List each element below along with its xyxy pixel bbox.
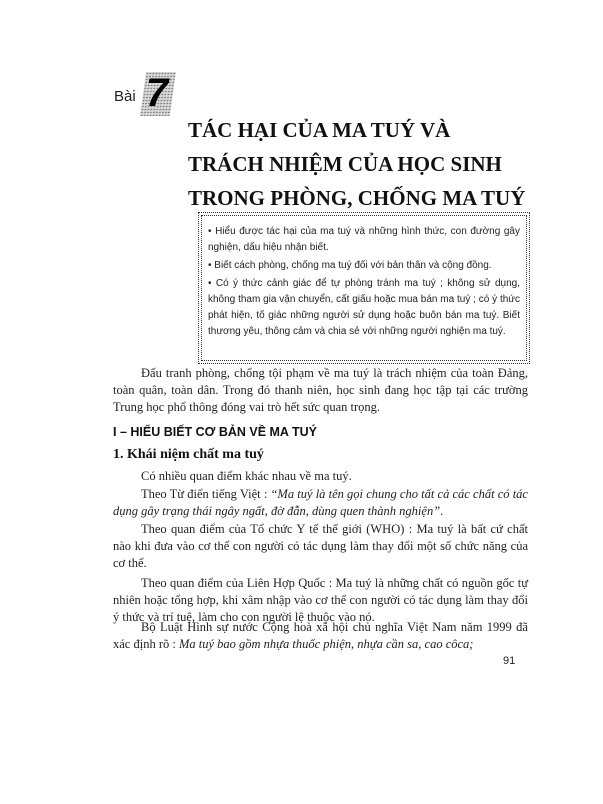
title-line-1: TÁC HẠI CỦA MA TUÝ VÀ bbox=[188, 118, 451, 142]
objective-item-1: • Hiểu được tác hại của ma tuý và những hình thức, con đường gây nghiện, dấu hiệu nhận biết. bbox=[208, 226, 520, 253]
lesson-title bbox=[188, 113, 568, 215]
objective-item-2: • Biết cách phòng, chống ma tuý đối với bản thân và cộng đồng. bbox=[208, 260, 492, 271]
objectives-box bbox=[201, 215, 527, 361]
section-heading: I – HIỂU BIẾT CƠ BẢN VỀ MA TUÝ bbox=[113, 425, 317, 439]
paragraph-5-lead: Bộ Luật Hình sự nước Cộng hoà xã hội chủ nghĩa Việt Nam năm 1999 đã xác định rõ : bbox=[113, 620, 528, 651]
lesson-label: Bài bbox=[114, 88, 136, 105]
paragraph-3: Theo quan điểm của Tổ chức Y tế thế giới (WHO) : Ma tuý là bất cứ chất nào khi đưa vào cơ thể con người có tác dụng làm thay đổi một số chức năng của cơ thể. bbox=[113, 522, 528, 570]
title-line-3: TRONG PHÒNG, CHỐNG MA TUÝ bbox=[188, 186, 526, 210]
paragraph-1: Có nhiều quan điểm khác nhau về ma tuý. bbox=[141, 469, 352, 483]
paragraph-5-quote: Ma tuý bao gồm nhựa thuốc phiện, nhựa cần sa, cao côca; bbox=[178, 637, 474, 651]
lesson-number: 7 bbox=[145, 71, 169, 115]
paragraph-2 bbox=[113, 486, 528, 520]
objective-item-3: • Có ý thức cảnh giác để tự phòng tránh ma tuý ; không sử dụng, không tham gia vận chuyển, cất giấu hoặc mua bán ma tuý ; có ý thức phát hiện, tố giác những người sử dụng hoặc buôn bán ma tuý. Biết thương yêu, thông cảm và chia sẻ với những người nghiện ma tuý. bbox=[208, 278, 520, 337]
paragraph-4: Theo quan điểm của Liên Hợp Quốc : Ma tuý là những chất có nguồn gốc tự nhiên hoặc tổng hợp, khi xâm nhập vào cơ thể con người có tác dụng làm thay đổi ý thức và trí tuệ, làm cho con người lệ thuộc vào nó. bbox=[113, 576, 528, 624]
paragraph-5 bbox=[113, 619, 528, 653]
title-line-2: TRÁCH NHIỆM CỦA HỌC SINH bbox=[188, 152, 502, 176]
paragraph-2-lead: Theo Từ điển tiếng Việt : bbox=[141, 487, 271, 501]
page-number: 91 bbox=[503, 655, 516, 667]
sub-heading: 1. Khái niệm chất ma tuý bbox=[113, 447, 264, 462]
intro-paragraph: Đấu tranh phòng, chống tội phạm về ma tuý là trách nhiệm của toàn Đảng, toàn quân, toàn dân. Trong đó thanh niên, học sinh đang học tập tại các trường Trung học phổ thông đóng vai trò hết sức quan trọng. bbox=[113, 366, 528, 414]
paragraph-2-tail: . bbox=[440, 504, 444, 518]
paragraph-2-quote: “Ma tuý là tên gọi chung cho tất cả các chất có tác dụng gây trạng thái ngây ngất, đờ đẫn, dùng quen thành nghiện” bbox=[113, 487, 528, 518]
